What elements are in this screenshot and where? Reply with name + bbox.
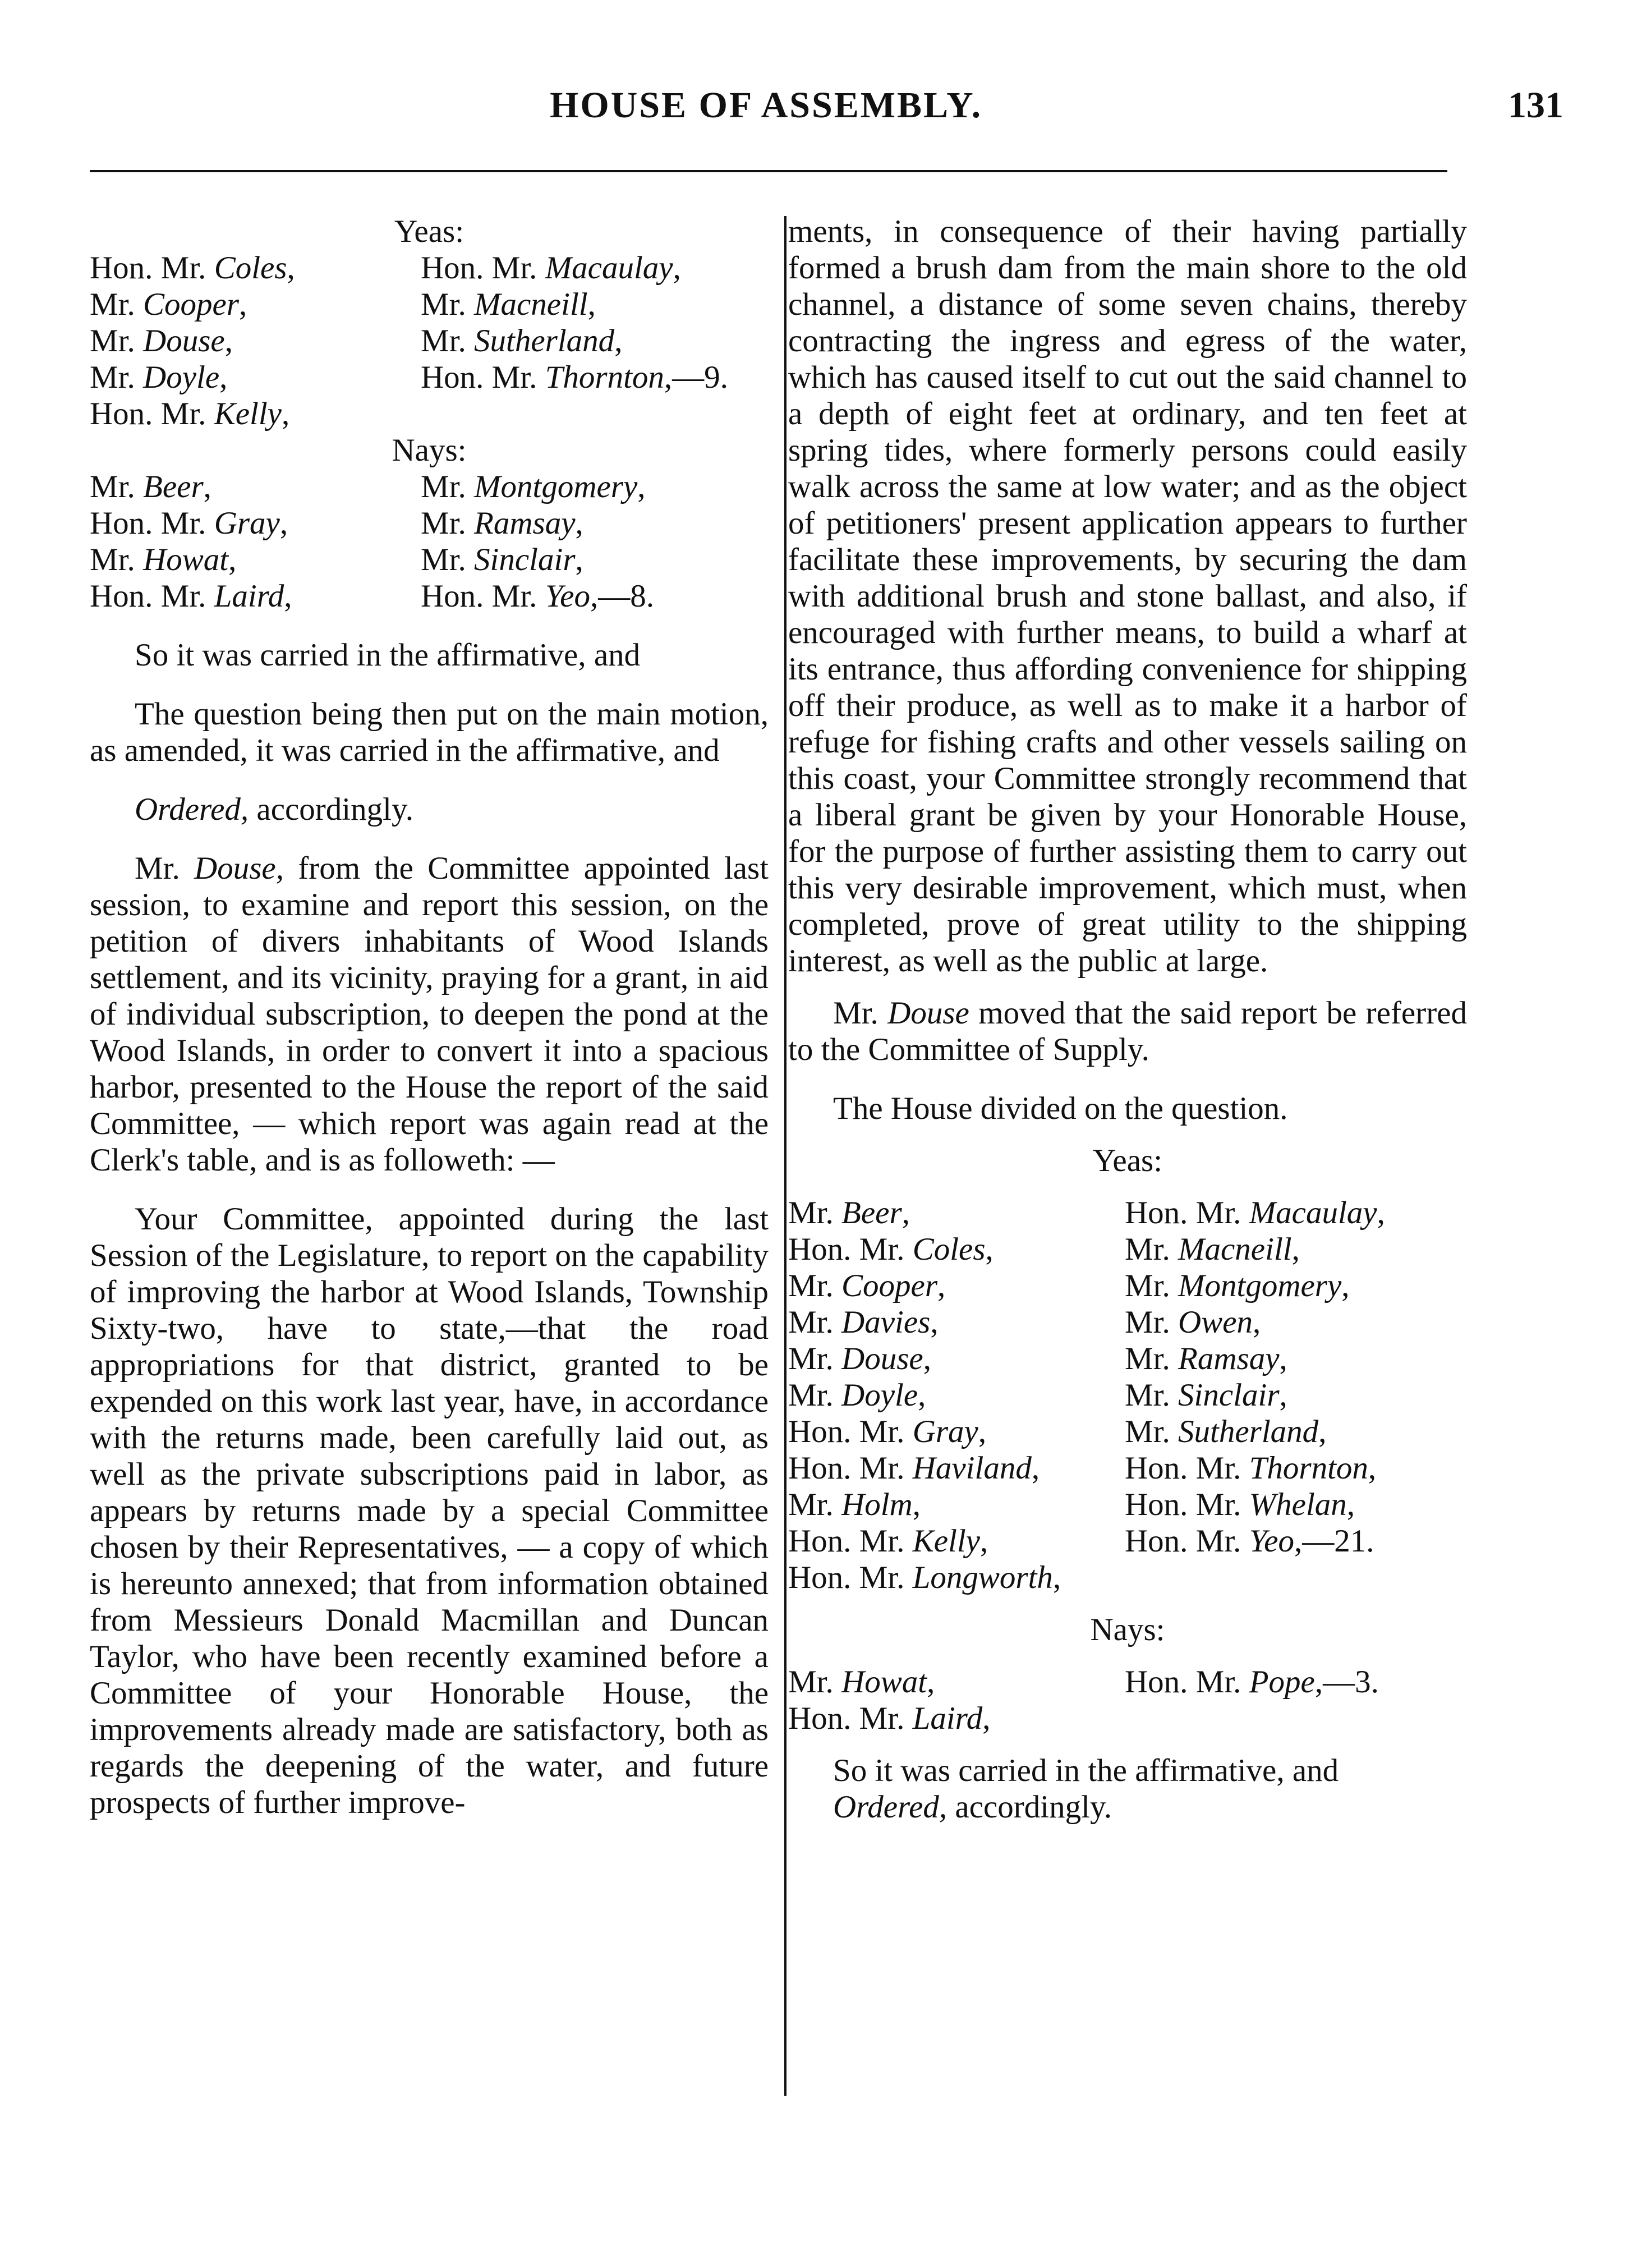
paragraph [90,850,769,1178]
italic-text: Ordered, [135,792,249,827]
yeas-list [90,250,769,432]
nays-list [788,1664,1467,1737]
member-entry: Mr. Sinclair, [1125,1378,1287,1413]
paragraph: The House divided on the question. [833,1091,1288,1126]
member-entry: Hon. Mr. Gray, [788,1414,987,1449]
member-entry: Hon. Mr. Whelan, [1125,1487,1355,1522]
member-entry: Mr. Ramsay, [421,506,583,541]
vote-row [788,1231,1467,1268]
vote-row [90,541,769,578]
member-entry: Mr. Howat, [90,542,237,577]
header-rule [90,170,1447,172]
vote-row [788,1664,1467,1700]
paragraph-text: moved that the said report be referred to the Committee of Supply. [788,995,1467,1067]
vote-row [788,1486,1467,1523]
paragraph [90,791,769,828]
member-entry: Hon. Mr. Laird, [788,1701,991,1736]
vote-row [90,469,769,505]
member-entry: Hon. Mr. Coles, [788,1232,994,1267]
vote-row [788,1268,1467,1304]
member-entry: Mr. Beer, [788,1195,910,1231]
paragraph: So it was carried in the affirmative, and [135,637,641,673]
vote-row [788,1195,1467,1231]
nays-list [90,469,769,614]
vote-row [90,250,769,286]
yeas-heading: Yeas: [394,214,464,249]
nays-heading: Nays: [1090,1612,1165,1647]
member-entry: Mr. Beer, [90,469,211,504]
vote-row [788,1450,1467,1486]
page-header [90,84,1563,135]
member-entry: Hon. Mr. Haviland, [788,1450,1040,1486]
member-entry: Mr. Montgomery, [1125,1268,1350,1303]
vote-row [788,1377,1467,1413]
nays-heading: Nays: [392,433,467,468]
member-entry: Hon. Mr. Kelly, [90,396,290,431]
vote-row [90,286,769,323]
right-column [788,213,1467,1825]
vote-row [788,1523,1467,1559]
member-entry: Hon. Mr. Gray, [90,506,288,541]
yeas-heading: Yeas: [1092,1143,1163,1178]
member-entry: Hon. Mr. Thornton,—9. [421,360,728,395]
member-entry: Mr. Macneill, [1125,1232,1300,1267]
member-entry: Mr. Owen, [1125,1305,1261,1340]
vote-row [90,359,769,396]
paragraph: The question being then put on the main motion, as amended, it was carried in the affirmative, and [90,696,769,768]
member-entry: Hon. Mr. Pope,—3. [1125,1664,1379,1700]
left-column [90,213,769,1821]
column-divider [784,216,786,2096]
member-entry: Mr. Holm, [788,1487,921,1522]
paragraph [788,995,1467,1068]
member-entry: Mr. Howat, [788,1664,935,1700]
member-entry: Mr. Montgomery, [421,469,646,504]
member-entry: Hon. Mr. Longworth, [788,1560,1061,1595]
vote-row [788,1559,1467,1596]
vote-row [90,578,769,614]
member-entry: Hon. Mr. Macaulay, [1125,1195,1385,1231]
member-entry: Mr. Sutherland, [421,323,623,359]
paragraph-text: accordingly. [947,1789,1112,1825]
member-entry: Hon. Mr. Kelly, [788,1523,988,1559]
page-number: 131 [1508,85,1563,126]
vote-row [90,505,769,541]
member-entry: Hon. Mr. Yeo,—8. [421,579,654,614]
member-entry: Hon. Mr. Laird, [90,579,292,614]
member-entry: Mr. Doyle, [788,1378,926,1413]
paragraph-text: from the Committee appointed last session, to examine and report this session, on the petition of divers inhabitants of Wood Islands settlement, and its vicinity, praying for a grant, in aid of individual subscription, to deepen the pond at the Wood Islands, in order to convert it into a spacious harbor, presented to the House the report of the said Committee, — which report was again read at the Clerk's table, and is as followeth: — [90,851,769,1178]
member-entry: Hon. Mr. Coles, [90,250,295,286]
vote-row [788,1700,1467,1737]
member-entry: Mr. Douse, [90,323,233,359]
member-entry: Mr. Ramsay, [1125,1341,1287,1376]
member-entry: Mr. Cooper, [788,1268,946,1303]
vote-row [788,1304,1467,1340]
paragraph-text: Mr. [135,851,195,886]
yeas-list [788,1195,1467,1596]
member-entry: Hon. Mr. Macaulay, [421,250,681,286]
paragraph: So it was carried in the affirmative, and [833,1753,1339,1788]
member-entry: Mr. Sinclair, [421,542,583,577]
member-entry: Mr. Sutherland, [1125,1414,1327,1449]
committee-report: Your Committee, appointed during the last Session of the Legislature, to report on the capability of improving the harbor at Wood Islands, Township Sixty-two, have to state,—that the road appropriations for that district, granted to be expended on this work last year, have, in accordance with the returns made, been carefully laid out, as well as the private subscriptions paid in labor, as appears by returns made by a special Committee chosen by their Representatives, — a copy of which is hereunto annexed; that from information obtained from Messieurs Donald Macmillan and Duncan Taylor, who have been recently examined before a Committee of your Honorable House, the improvements already made are satisfactory, both as regards the deepening of the water, and future prospects of further improve- [90,1201,769,1820]
vote-row [788,1340,1467,1377]
running-title: HOUSE OF ASSEMBLY. [550,85,983,126]
member-entry: Mr. Cooper, [90,287,247,322]
member-entry: Mr. Doyle, [90,360,228,395]
member-name: Douse, [194,851,284,886]
vote-row [90,323,769,359]
member-entry: Mr. Davies, [788,1305,939,1340]
paragraph-text: Mr. [833,995,888,1031]
vote-row [90,396,769,432]
member-name: Douse [887,995,969,1031]
member-entry: Hon. Mr. Thornton, [1125,1450,1377,1486]
member-entry: Hon. Mr. Yeo,—21. [1125,1523,1374,1559]
italic-text: Ordered, [833,1789,948,1825]
paragraph-text: accordingly. [249,792,414,827]
member-entry: Mr. Douse, [788,1341,931,1376]
paragraph [788,1789,1467,1825]
committee-report-continued: ments, in consequence of their having partially formed a brush dam from the main shore to the old channel, a distance of some seven chains, thereby contracting the ingress and egress of the water, which has caused itself to cut out the said channel to a depth of eight feet at ordinary, and ten feet at spring tides, where formerly persons could easily walk across the same at low water; and as the object of petitioners' present application appears to further facilitate these improvements, by securing the dam with additional brush and stone ballast, and also, if encouraged with further means, to build a wharf at its entrance, thus affording convenience for shipping off their produce, as well as to make it a harbor of refuge for fishing crafts and other vessels sailing on this coast, your Committee strongly recommend that a liberal grant be given by your Honorable House, for the purpose of further assisting them to carry out this very desirable improvement, which must, when completed, prove of great utility to the shipping interest, as well as the public at large. [788,214,1467,979]
member-entry: Mr. Macneill, [421,287,596,322]
vote-row [788,1413,1467,1450]
